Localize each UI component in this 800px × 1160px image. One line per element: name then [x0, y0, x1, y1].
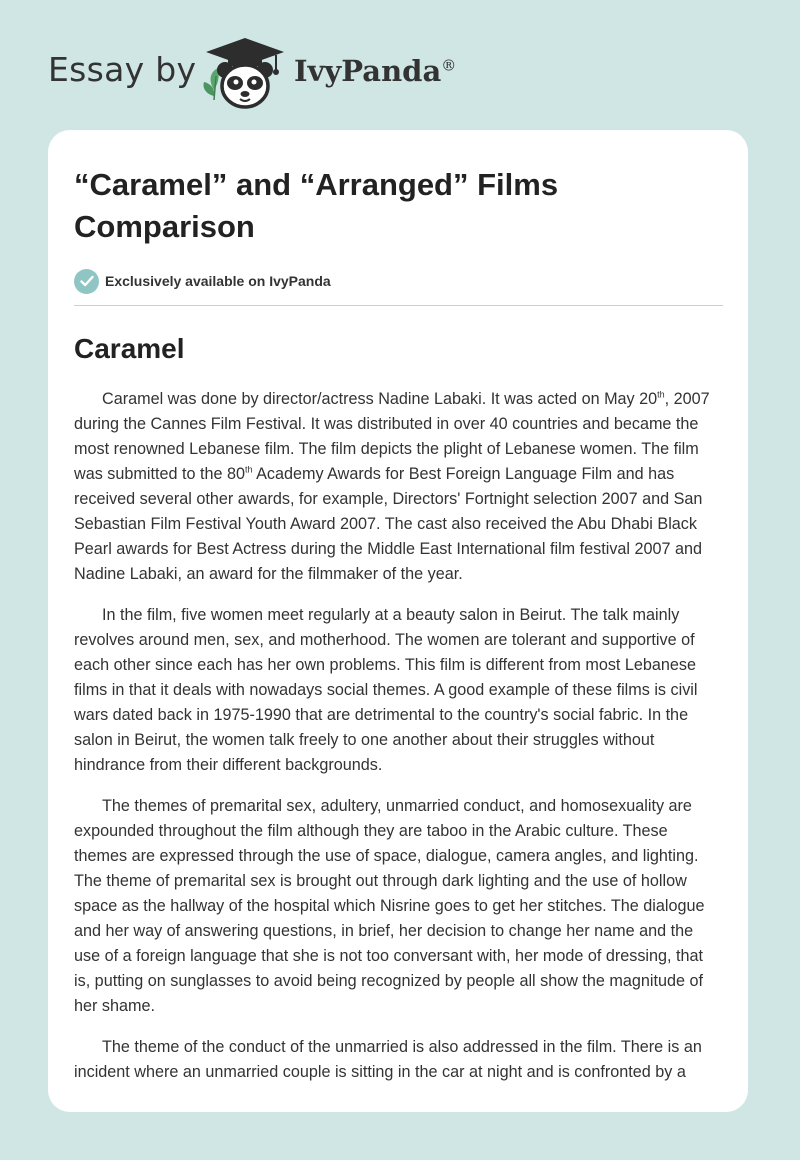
superscript-th: th: [244, 464, 253, 475]
registered-mark: ®: [441, 56, 457, 75]
paragraph-4: The theme of the conduct of the unmarried is also addressed in the film. There is an incident where an unmarried couple is sitting in the car at night and is confronted by a: [74, 1038, 702, 1081]
paragraph-2: In the film, five women meet regularly at a beauty salon in Beirut. The talk mainly revolves around men, sex, and motherhood. The women are tolerant and supportive of each other since each has her own problems. This film is different from most Lebanese films in that it deals with nowadays social themes. A good example of these films is civil wars dated back in 1975-1990 that are detrimental to the country's social fabric. In the salon in Beirut, the women talk freely to one another about their struggles without hindrance from their different backgrounds.: [74, 606, 698, 774]
superscript-th: th: [657, 389, 665, 400]
site-header: [48, 34, 488, 110]
brand-name[interactable]: IvyPanda®: [294, 54, 457, 88]
essay-content: [74, 130, 723, 1085]
paragraph-1: Caramel was done by director/actress Nadine Labaki. It was acted on May 20th, 2007 during the Cannes Film Festival. It was distributed in over 40 countries and became the most renowned Lebanese film. The film depicts the plight of Lebanese women. The film was submitted to the 80th Academy Awards for Best Foreign Language Film and has received several other awards, for example, Directors' Fortnight selection 2007 and San Sebastian Film Festival Youth Award 2007. The cast also received the Abu Dhabi Black Pearl awards for Best Actress during the Middle East International film festival 2007 and Nadine Labaki, an award for the filmmaker of the year.: [74, 389, 710, 583]
check-icon: [74, 269, 99, 294]
brand-prefix: Essay by: [48, 50, 197, 89]
essay-card: [48, 130, 748, 1112]
availability-badge: [74, 268, 723, 294]
page-title: “Caramel” and “Arranged” Films Comparison: [74, 167, 559, 244]
divider: [74, 305, 723, 306]
section-heading: Caramel: [74, 333, 185, 364]
panda-graduation-cap-icon[interactable]: [200, 36, 290, 112]
paragraph-3: The themes of premarital sex, adultery, unmarried conduct, and homosexuality are expounded throughout the film although they are taboo in the Arabic culture. These themes are expressed through the use of space, dialogue, camera angles, and lighting. The theme of premarital sex is brought out through dark lighting and the use of hollow space as the hallway of the hospital which Nisrine goes to get her stitches. The dialogue and her way of answering questions, in brief, her decision to change her name and the use of a foreign language that she is not too conversant with, her mode of dressing, that is, putting on sunglasses to avoid being recognized by people all show the magnitude of her shame.: [74, 797, 705, 1015]
badge-text: Exclusively available on IvyPanda: [105, 273, 331, 289]
